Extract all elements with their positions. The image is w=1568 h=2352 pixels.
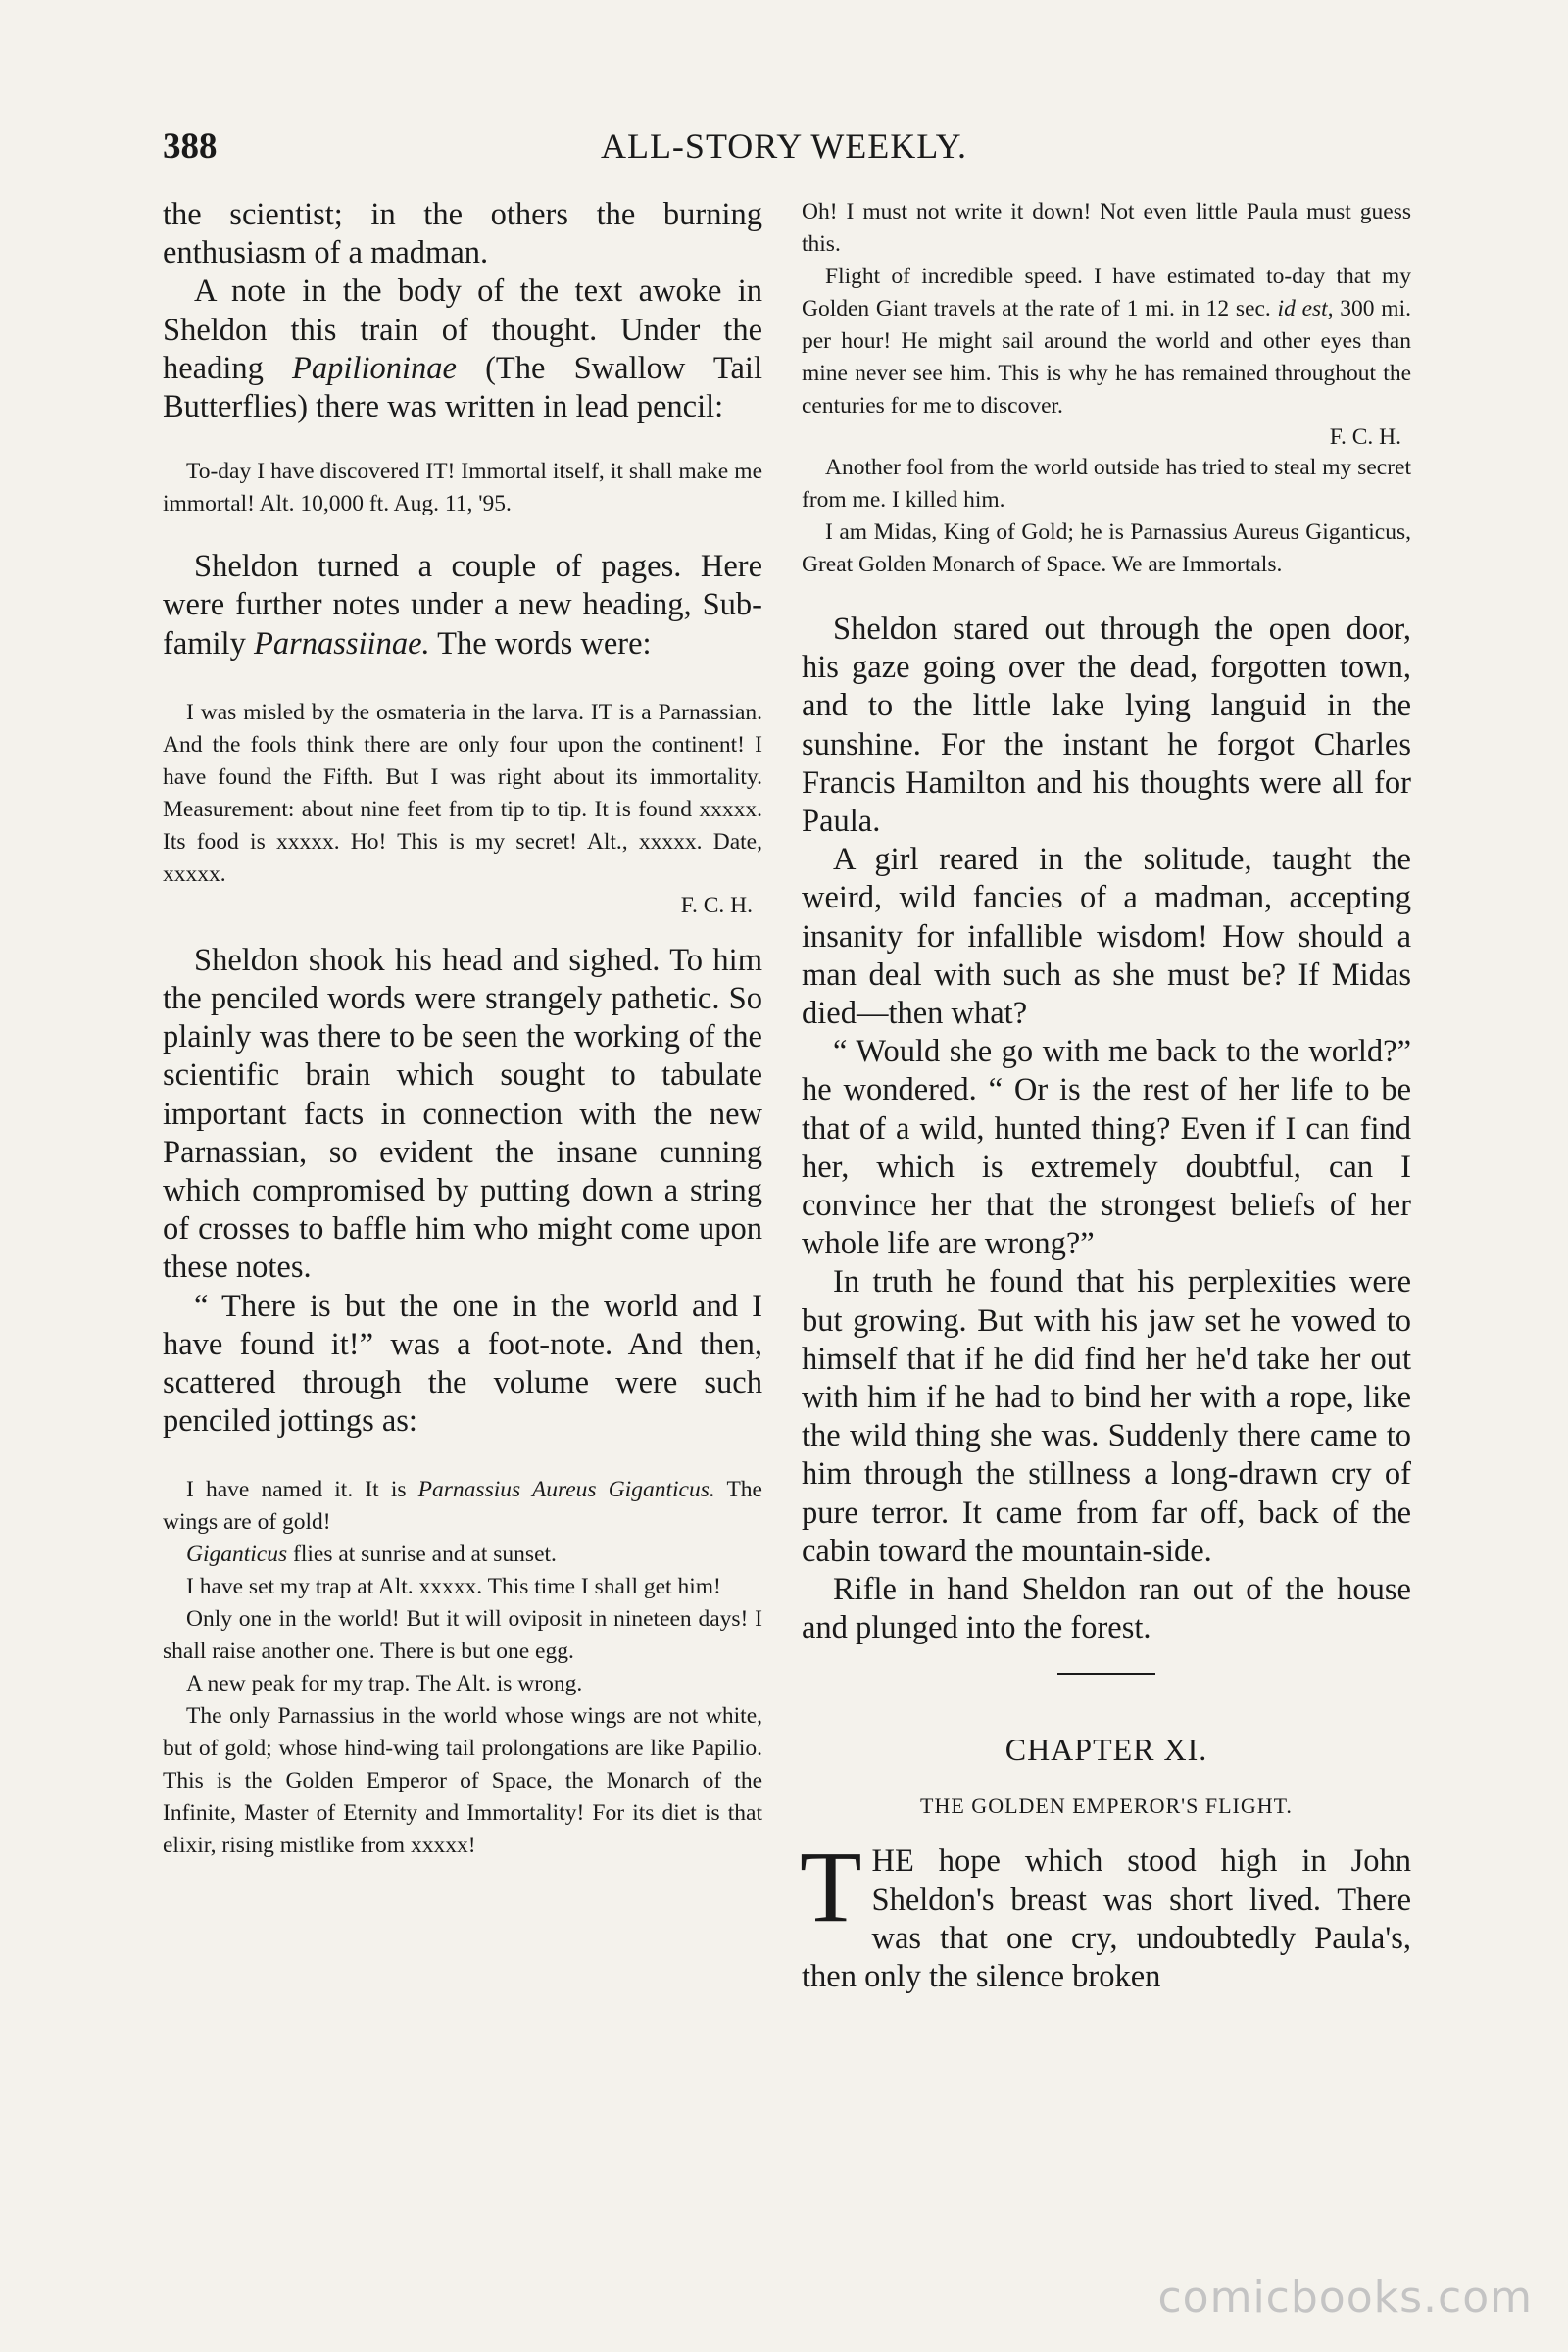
left-column: [163, 196, 762, 1862]
paragraph: A note in the body of the text awoke in Sheldon this train of thought. Under the heading Papilioninae (The Swallow Tail Butterflies) there was written in lead pencil:: [163, 273, 762, 425]
signature: F. C. H.: [680, 892, 753, 918]
paragraph: “ There is but the one in the world and I have found it!” was a foot-note. And then, scattered through the volume were such penciled jottings as:: [163, 1288, 762, 1440]
chapter-subtitle: THE GOLDEN EMPEROR'S FLIGHT.: [920, 1793, 1293, 1819]
paragraph: Sheldon stared out through the open door, his gaze going over the dead, forgotten town, and to the little lake lying languid in the sunshine. For the instant he forgot Charles Francis Hamilton and his thoughts were all for Paula.: [802, 612, 1411, 840]
paragraph: the scientist; in the others the burning enthusiasm of a madman.: [163, 197, 762, 271]
paragraph: Sheldon shook his head and sighed. To him the penciled words were strangely pathetic. So plainly was there to be seen the working of the scientific brain which sought to tabulate important facts in connection with the new Parnassian, so evident the insane cunning which compromised by putting down a string of crosses to baffle him who might come upon these notes.: [163, 942, 762, 1286]
jottings: [163, 1474, 762, 1862]
pencil-note: I was misled by the osmateria in the larva. IT is a Parnassian. And the fools think there are only four upon the continent! I have found the Fifth. But I was right about its immortality. Measurement: about nine feet from tip to tip. It is found xxxxx. Its food is xxxxx. Ho! This is my secret! Alt., xxxxx. Date, xxxxx.: [163, 699, 762, 887]
pencil-note: Flight of incredible speed. I have estimated to-day that my Golden Giant travels at the rate of 1 mi. in 12 sec. id est, 300 mi. per hour! He might sail around the world and other eyes than mine never see him. This is why he has remained throughout the centuries for me to discover.: [802, 264, 1411, 418]
jotting: I have set my trap at Alt. xxxxx. This time I shall get him!: [186, 1574, 721, 1600]
page-number: 388: [163, 126, 218, 167]
chapter-opening-paragraph: THE hope which stood high in John Sheldon's breast was short lived. There was that one cry, undoubtedly Paula's, then only the silence broken: [800, 1831, 1411, 1995]
jotting: I have named it. It is Parnassius Aureus Giganticus. The wings are of gold!: [163, 1477, 762, 1536]
right-column: [802, 196, 1411, 1996]
paragraph: “ Would she go with me back to the world?” he wondered. “ Or is the rest of her life to be that of a wild, hunted thing? Even if I can find her, which is extremely doubtful, can I convince her that the strongest beliefs of her whole life are wrong?”: [802, 1034, 1411, 1262]
pencil-note: I am Midas, King of Gold; he is Parnassius Aureus Giganticus, Great Golden Monarch of Space. We are Immortals.: [802, 519, 1411, 577]
paragraph: Sheldon turned a couple of pages. Here were further notes under a new heading, Sub-family Parnassiinae. The words were:: [163, 549, 762, 662]
paragraph: A girl reared in the solitude, taught the weird, wild fancies of a madman, accepting insanity for infallible wisdom! How should a man deal with such as she must be? If Midas died—then what?: [802, 842, 1411, 1032]
section-divider: [1057, 1673, 1155, 1675]
jotting: Giganticus flies at sunrise and at sunset.: [186, 1542, 557, 1568]
pencil-note: Oh! I must not write it down! Not even little Paula must guess this.: [802, 199, 1411, 257]
chapter-title: CHAPTER XI.: [1004, 1732, 1208, 1768]
drop-cap: T: [800, 1831, 862, 1944]
jotting: Only one in the world! But it will oviposit in nineteen days! I shall raise another one. There is but one egg.: [163, 1606, 762, 1665]
pencil-note: Another fool from the world outside has tried to steal my secret from me. I killed him.: [802, 455, 1411, 513]
signature: F. C. H.: [1329, 424, 1401, 450]
watermark: comicbooks.com: [1157, 2273, 1533, 2323]
paragraph: In truth he found that his perplexities were but growing. But with his jaw set he vowed to himself that if he did find her he'd take her out with him if he had to bind her with a rope, like the wild thing she was. Suddenly there came to him through the stillness a long-drawn cry of pure terror. It came from far off, back of the cabin toward the mountain-side.: [802, 1264, 1411, 1569]
pencil-note: To-day I have discovered IT! Immortal itself, it shall make me immortal! Alt. 10,000 ft. Aug. 11, '95.: [163, 459, 762, 517]
jotting: The only Parnassius in the world whose wings are not white, but of gold; whose hind-wing tail prolongations are like Papilio. This is the Golden Emperor of Space, the Monarch of the Infinite, Master of Eternity and Immortality! For its diet is that elixir, rising mistlike from xxxxx!: [163, 1703, 762, 1859]
page-header: [0, 125, 1568, 174]
paragraph: Rifle in hand Sheldon ran out of the house and plunged into the forest.: [802, 1572, 1411, 1646]
running-title: ALL-STORY WEEKLY.: [600, 126, 968, 166]
jotting: A new peak for my trap. The Alt. is wrong.: [186, 1671, 583, 1697]
